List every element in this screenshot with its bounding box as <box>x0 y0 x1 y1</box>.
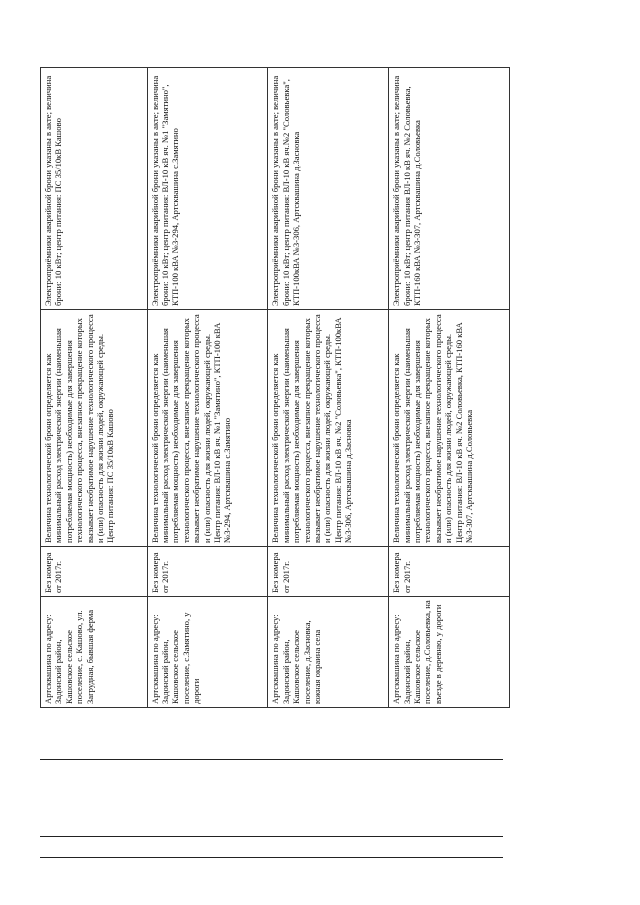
cell-number: Без номера от 2017г. <box>389 547 510 597</box>
cell-location: Артсквашина по адресу: Задонский район, Кашовское сельское поселение, д.Засновка, южная окраина села <box>268 597 389 708</box>
cell-description: Величина технологической брони определяется как минимальный расход электрической энергии (наименьшая потребляемая мощность) необходимые для завершения технологического процесса, внезапное прекращение которых вызывает необратимое нарушение технологического процесса и (или) опасность для жизни людей, окружающей среды. Центр питания: ВЛ-10 кВ яч. №1 "Замятино", КТП-100 кВА №3-294, Артсквашина с.Замятино <box>147 310 268 547</box>
cell-description: Величина технологической брони определяется как минимальный расход электрической энергии (наименьшая потребляемая мощность) необходимые для завершения технологического процесса, внезапное прекращение которых вызывает необратимое нарушение технологического процесса и (или) опасность для жизни людей, окружающей среды. Центр питания: ПС 35/10кВ Кашово <box>41 310 148 547</box>
cell-number: Без номера от 2017г. <box>41 547 148 597</box>
cell-location: Артсквашина по адресу: Задонский район, Кашовское сельское поселение, д.Соловьевка, на въезде в деревню, у дороги <box>389 597 510 708</box>
table-row <box>389 68 510 708</box>
table-row <box>147 68 268 708</box>
table-row <box>268 68 389 708</box>
horizontal-rule <box>40 836 503 837</box>
cell-description: Величина технологической брони определяется как минимальный расход электрической энергии (наименьшая потребляемая мощность) необходимые для завершения технологического процесса, внезапное прекращение которых вызывает необратимое нарушение технологического процесса и (или) опасность для жизни людей, окружающей среды. Центр питания: ВЛ-10 кВ яч. №2 "Соловьевка", КТП-100кВА №3-306, Артсквашина д.Засновка <box>268 310 389 547</box>
table-row <box>41 68 148 708</box>
horizontal-rule <box>40 857 503 858</box>
reservation-table <box>40 67 510 708</box>
cell-location: Артсквашина по адресу: Задонский район, Кашовское сельское поселение, с.Замятино, у дороги <box>147 597 268 708</box>
cell-number: Без номера от 2017г. <box>147 547 268 597</box>
cell-location: Артсквашина по адресу: Задонский район, Кашовское сельское поселение, с. Кашово, ул. Загрудная, бывшая ферма <box>41 597 148 708</box>
horizontal-rule <box>40 759 503 760</box>
cell-description: Величина технологической брони определяется как минимальный расход электрической энергии (наименьшая потребляемая мощность) необходимые для завершения технологического процесса, внезапное прекращение которых вызывает необратимое нарушение технологического процесса и (или) опасность для жизни людей, окружающей среды. Центр питания: ВЛ-10 кВ яч. №2 Соловьевка, КТП-160 кВА №3-307, Артсквашина д.Соловьевка <box>389 310 510 547</box>
cell-emergency: Электроприёмники аварийной брони указаны в акте; величина брони: 10 кВт; центр питания: ВЛ-10 кВ яч. №1 "Замятино", КТП-100 кВА №3-294, Артсквашина с.Замятино <box>147 68 268 310</box>
rotated-table-wrapper <box>40 68 510 708</box>
cell-emergency: Электроприёмники аварийной брони указаны в акте; величина брони: 10 кВт; центр питания ВЛ-10 кВ яч. №2 Соловьевка, КТП-160 кВА №3-307, Артсквашина д.Соловьевка <box>389 68 510 310</box>
cell-number: Без номера от 2017г. <box>268 547 389 597</box>
cell-emergency: Электроприёмники аварийной брони указаны в акте; величина брони: 10 кВт; центр питания: ВЛ-10 кВ яч.№2 "Соловьевка", КТП-100кВА №3-306, Артсквашина д.Засновка <box>268 68 389 310</box>
cell-emergency: Электроприёмники аварийной брони указаны в акте; величина брони: 10 кВт; центр питания: ПС 35/10кВ Кашово <box>41 68 148 310</box>
